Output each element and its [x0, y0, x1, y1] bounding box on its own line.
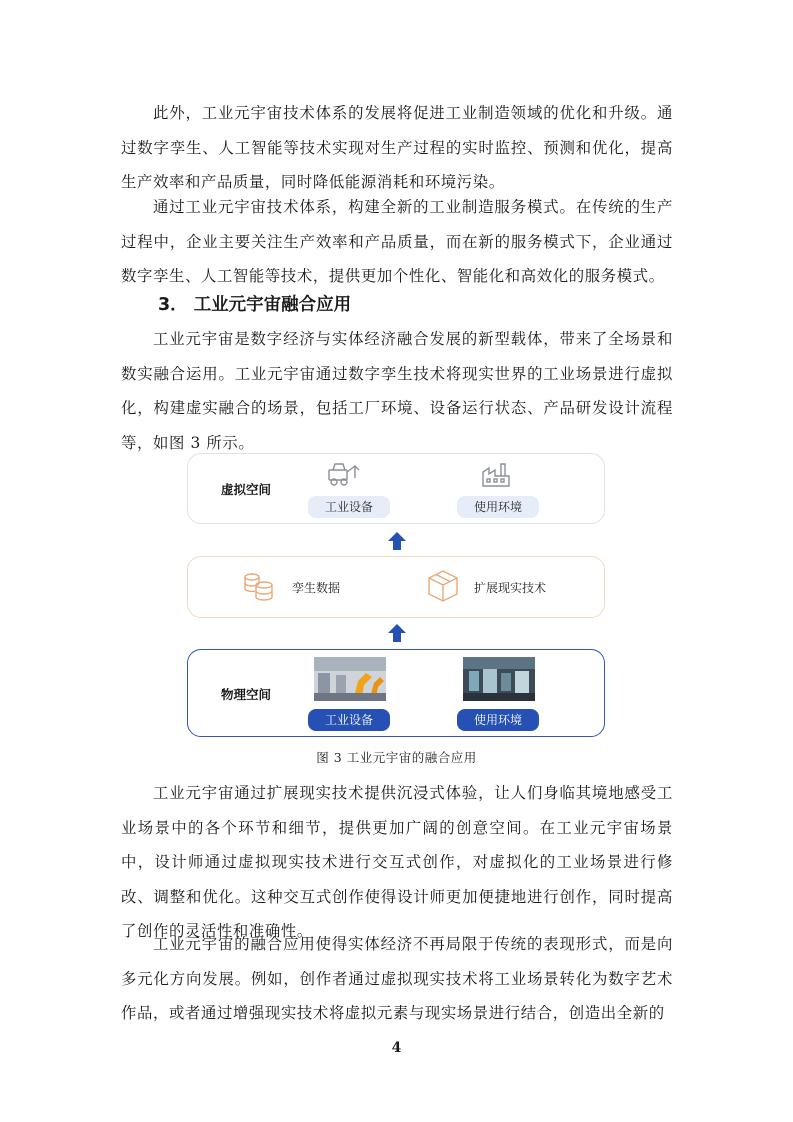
physical-space-panel [187, 649, 605, 737]
physical-equipment-chip: 工业设备 [308, 709, 390, 731]
virtual-environment-chip: 使用环境 [457, 496, 539, 518]
twin-data-label: 孪生数据 [292, 581, 341, 595]
paragraph-1: 此外，工业元宇宙技术体系的发展将促进工业制造领域的优化和升级。通过数字孪生、人工智能等技术实现对生产过程的实时监控、预测和优化，提高生产效率和产品质量，同时降低能源消耗和环境污染。 [121, 104, 673, 191]
section-title: 工业元宇宙融合应用 [193, 295, 352, 315]
section-number: 3． [158, 295, 188, 315]
paragraph-2: 通过工业元宇宙技术体系，构建全新的工业制造服务模式。在传统的生产过程中，企业主要关注生产效率和产品质量，而在新的服务模式下，企业通过数字孪生、人工智能等技术，提供更加个性化、智能化和高效化的服务模式。 [121, 198, 673, 285]
factory-floor-photo [463, 657, 535, 701]
page-number: 4 [391, 1040, 402, 1056]
paragraph-5: 工业元宇宙的融合应用使得实体经济不再局限于传统的表现形式，而是向多元化方向发展。例如，创作者通过虚拟现实技术将工业场景转化为数字艺术作品，或者通过增强现实技术将虚拟元素与现实场景进行结合，创造出全新的 [121, 935, 673, 1022]
virtual-equipment-chip: 工业设备 [308, 496, 390, 518]
database-icon [242, 571, 276, 603]
forklift-icon [325, 460, 365, 488]
physical-space-label: 物理空间 [221, 687, 272, 702]
physical-environment-chip: 使用环境 [457, 709, 539, 731]
up-arrow-icon [387, 623, 407, 643]
twin-data-panel [187, 556, 605, 618]
cube-icon [426, 569, 460, 603]
xr-technology-label: 扩展现实技术 [474, 581, 547, 595]
virtual-space-label: 虚拟空间 [221, 482, 272, 497]
figure-caption: 图 3 工业元宇宙的融合应用 [316, 750, 477, 765]
up-arrow-icon [387, 531, 407, 551]
paragraph-3: 工业元宇宙是数字经济与实体经济融合发展的新型载体，带来了全场景和数实融合运用。工业元宇宙通过数字孪生技术将现实世界的工业场景进行虚拟化，构建虚实融合的场景，包括工厂环境、设备运行状态、产品研发设计流程等，如图 3 所示。 [121, 330, 673, 452]
paragraph-4: 工业元宇宙通过扩展现实技术提供沉浸式体验，让人们身临其境地感受工业场景中的各个环节和细节，提供更加广阔的创意空间。在工业元宇宙场景中，设计师通过虚拟现实技术进行交互式创作，对虚拟化的工业场景进行修改、调整和优化。这种交互式创作使得设计师更加便捷地进行创作，同时提高了创作的灵活性和准确性。 [121, 784, 673, 940]
factory-icon [480, 460, 512, 488]
virtual-space-panel [187, 453, 605, 524]
robot-arm-photo [314, 657, 386, 701]
section-heading [158, 291, 351, 316]
